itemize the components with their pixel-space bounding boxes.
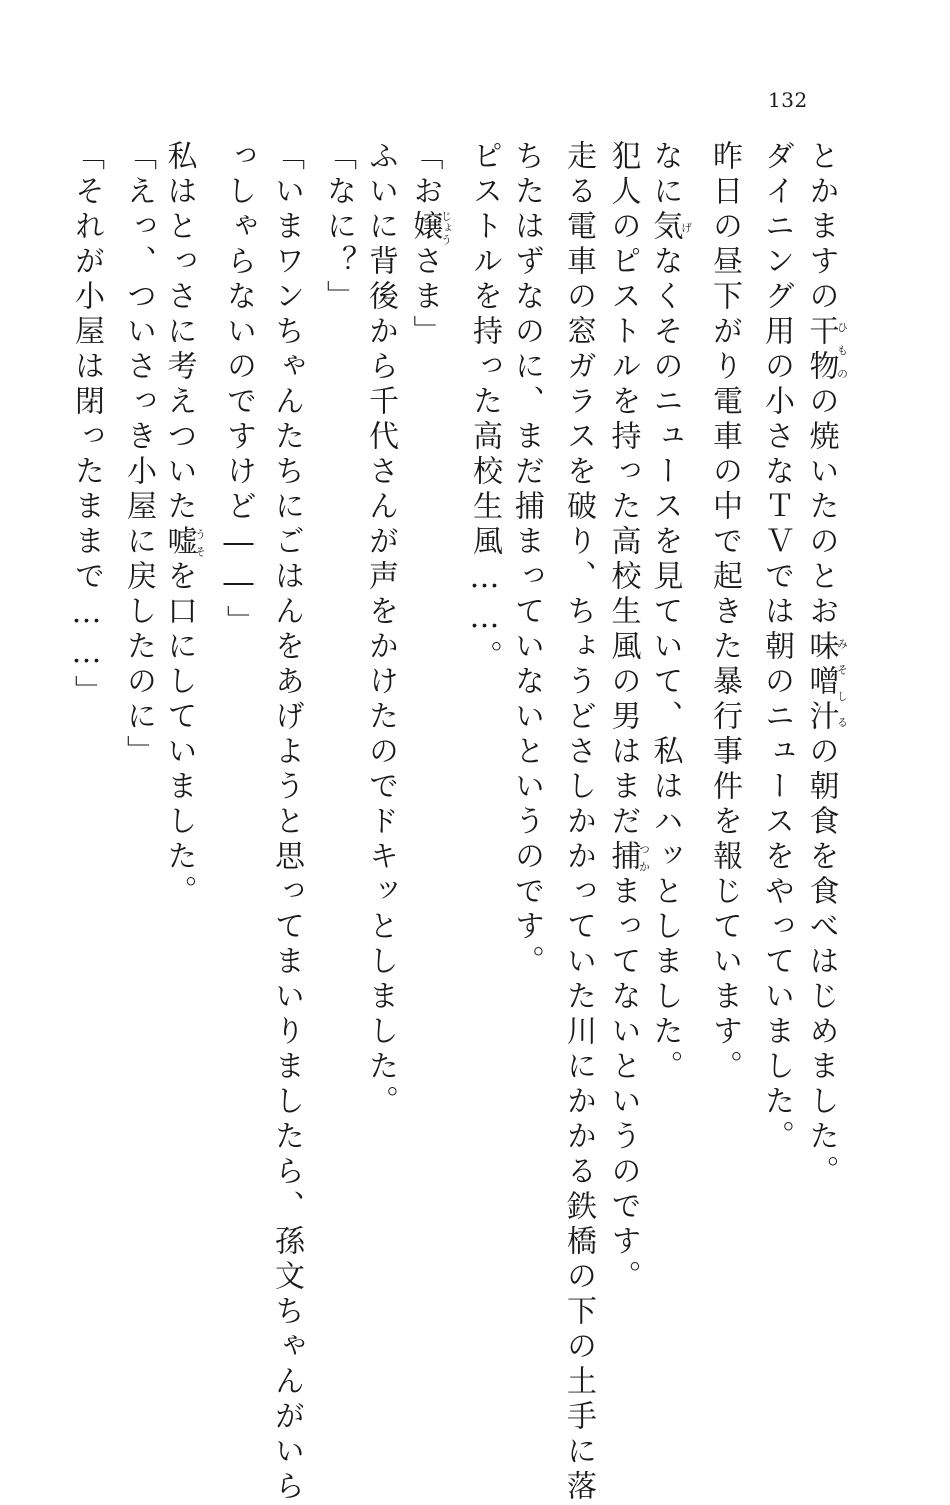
text-line-10: ふいに背後から千代さんが声をかけたのでドキッとしました。 [363, 140, 398, 1120]
text-line-9: 「お嬢じょうさま」 [407, 140, 453, 350]
text-line-1: とかますの干物ひものの焼いたのとお味噌汁みそしるの朝食を食べはじめました。 [803, 140, 849, 1190]
text-line-2: ダイニング用の小さなＴＶでは朝のニュースをやっていました。 [759, 140, 794, 1155]
text-line-12: 「いまワンちゃんたちにごはんをあげようと思ってまいりましたら、孫文ちゃんがいら [269, 140, 304, 1505]
text-line-8: ピストルを持った高校生風……。 [467, 140, 502, 675]
text-line-11: 「なに？」 [321, 140, 356, 315]
text-line-16: 「それが小屋は閉ったままで……」 [69, 140, 104, 710]
page-number: 132 [768, 88, 808, 112]
text-line-5: 犯人のピストルを持った高校生風の男はまだ捕つかまってないというのです。 [605, 140, 651, 1295]
text-line-15: 「えっ、ついさっき小屋に戻したのに」 [121, 140, 156, 770]
text-line-4: なに気げなくそのニュースを見ていて、私はハッとしました。 [647, 140, 693, 1085]
text-line-14: 私はとっさに考えついた嘘うそを口にしていました。 [161, 140, 207, 910]
text-line-13: っしゃらないのですけど――」 [221, 140, 256, 640]
text-line-3: 昨日の昼下がり電車の中で起きた暴行事件を報じています。 [707, 140, 742, 1085]
text-line-6: 走る電車の窓ガラスを破り、ちょうどさしかかっていた川にかかる鉄橋の下の土手に落 [561, 140, 596, 1505]
text-line-7: ちたはずなのに、まだ捕まっていないというのです。 [509, 140, 544, 980]
